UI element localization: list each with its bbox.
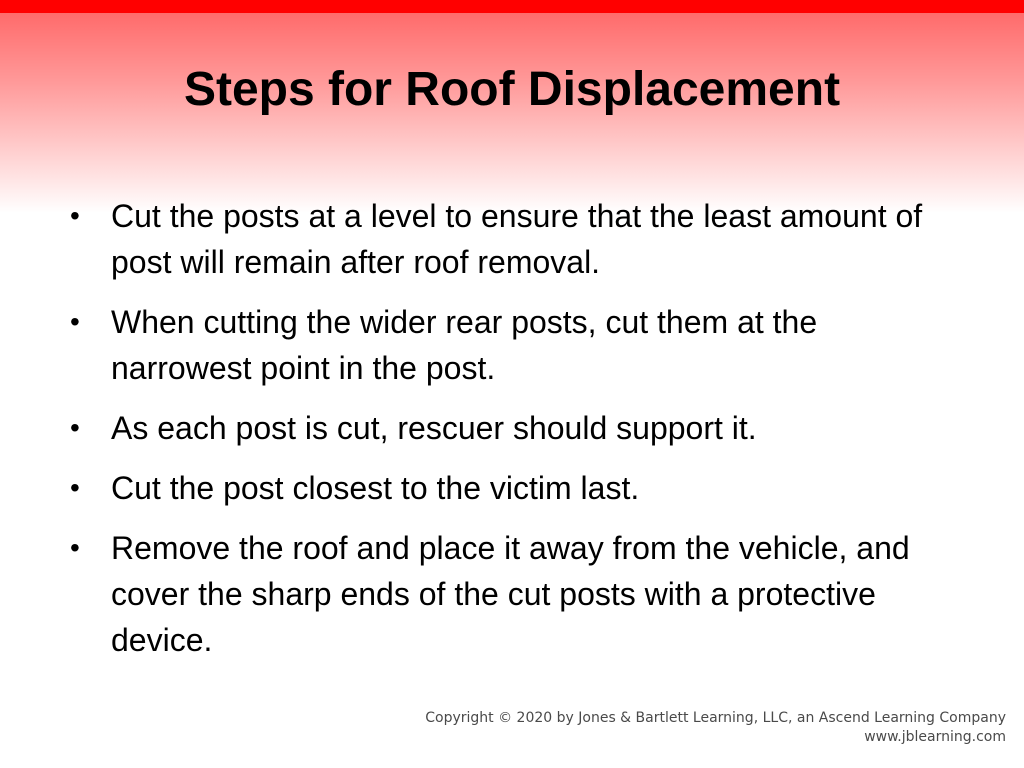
bullet-icon: • [70, 532, 80, 563]
bullet-item [70, 299, 950, 391]
bullet-icon: • [70, 412, 80, 443]
bullet-list [70, 193, 950, 677]
bullet-item [70, 465, 950, 511]
bullet-item [70, 525, 950, 663]
bullet-item [70, 193, 950, 285]
bullet-text: As each post is cut, rescuer should support it. [111, 410, 757, 446]
footer [425, 709, 1006, 747]
copyright-text: Copyright © 2020 by Jones & Bartlett Learning, LLC, an Ascend Learning Company [425, 710, 1006, 726]
bullet-item [70, 405, 950, 451]
bullet-text: Cut the post closest to the victim last. [111, 470, 640, 506]
bullet-text: Remove the roof and place it away from the vehicle, and cover the sharp ends of the cut posts with a protective device. [111, 530, 910, 658]
bullet-icon: • [70, 472, 80, 503]
top-accent-bar [0, 0, 1024, 13]
slide-title: Steps for Roof Displacement [183, 63, 841, 116]
bullet-icon: • [70, 200, 80, 231]
bullet-text: Cut the posts at a level to ensure that the least amount of post will remain after roof removal. [111, 198, 923, 280]
bullet-text: When cutting the wider rear posts, cut them at the narrowest point in the post. [111, 304, 818, 386]
website-text: www.jblearning.com [864, 729, 1006, 745]
bullet-icon: • [70, 306, 80, 337]
